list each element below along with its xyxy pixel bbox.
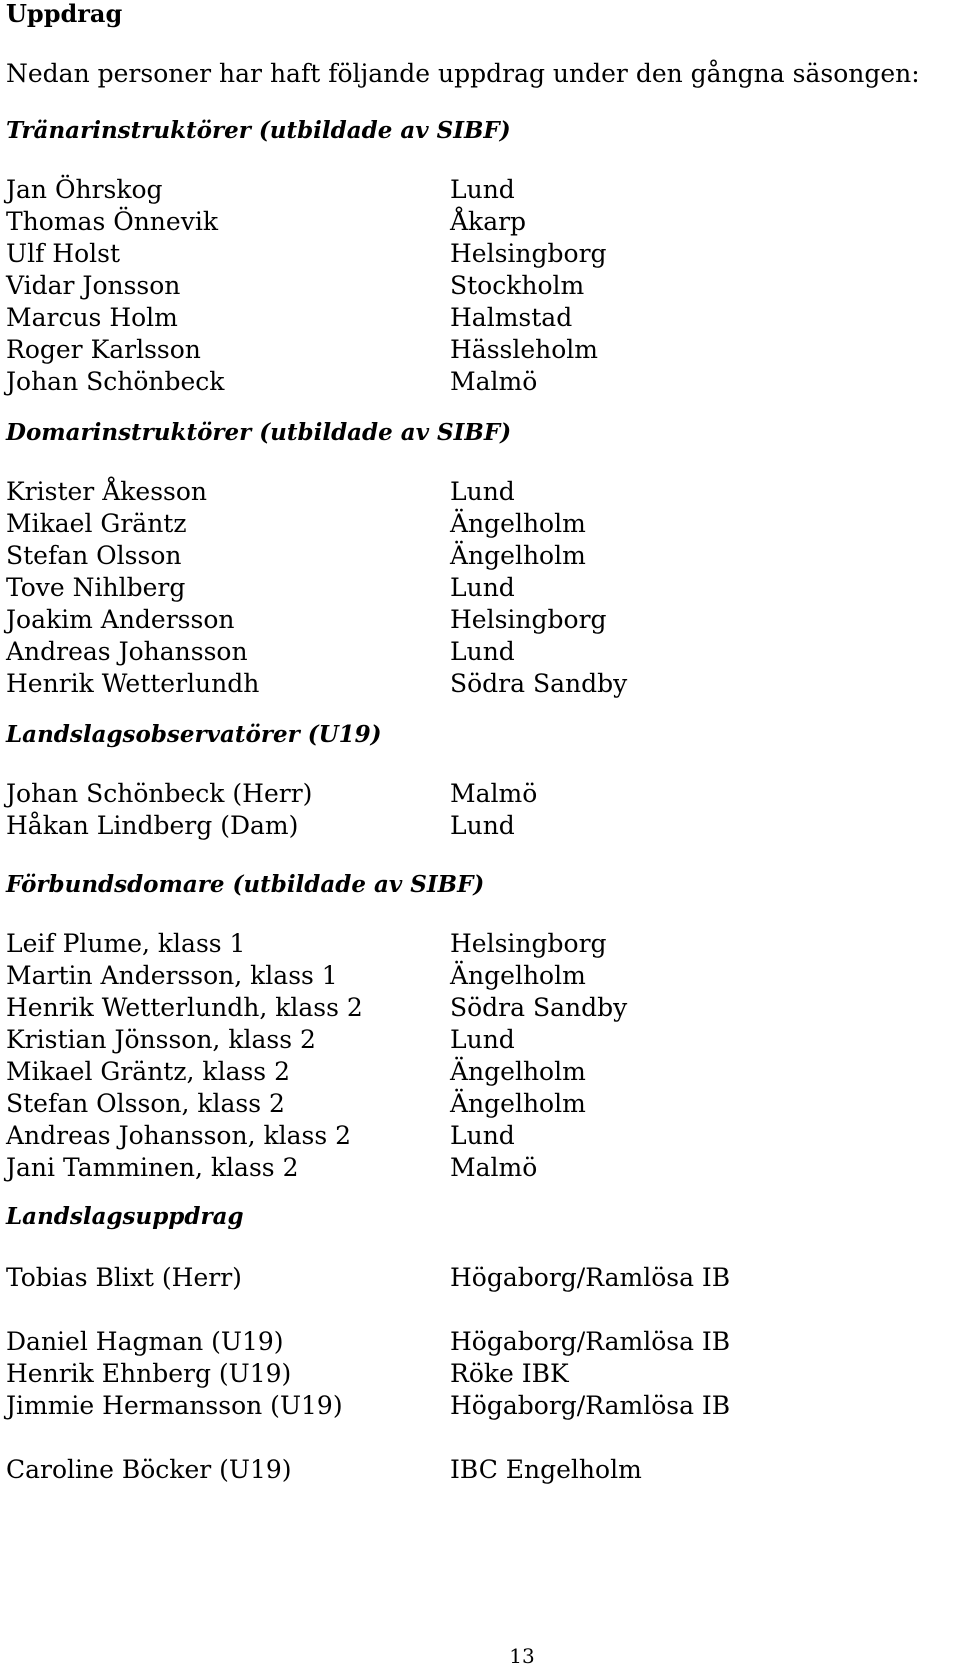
person-place: Lund (450, 1121, 515, 1150)
person-name: Johan Schönbeck (Herr) (6, 779, 313, 808)
person-name: Ulf Holst (6, 239, 120, 268)
referee-instructors-list (6, 476, 946, 700)
national-team-observers-list (6, 778, 946, 842)
person-name: Tobias Blixt (Herr) (6, 1263, 242, 1292)
person-name: Mikael Gräntz, klass 2 (6, 1057, 290, 1086)
person-name: Henrik Wetterlundh (6, 669, 260, 698)
intro-text: Nedan personer har haft följande uppdrag under den gångna säsongen: (6, 59, 920, 88)
person-place: Malmö (450, 779, 538, 808)
list-item (6, 960, 946, 992)
list-item (6, 1152, 946, 1184)
person-name: Roger Karlsson (6, 335, 201, 364)
person-name: Stefan Olsson, klass 2 (6, 1089, 285, 1118)
person-name: Jani Tamminen, klass 2 (6, 1153, 299, 1182)
person-name: Joakim Andersson (6, 605, 235, 634)
person-name: Caroline Böcker (U19) (6, 1455, 292, 1484)
person-club: IBC Engelholm (450, 1455, 642, 1484)
list-item (6, 992, 946, 1024)
list-item (6, 238, 946, 270)
person-club: Högaborg/Ramlösa IB (450, 1327, 731, 1356)
person-place: Helsingborg (450, 929, 607, 958)
list-item (6, 668, 946, 700)
person-place: Halmstad (450, 303, 573, 332)
person-place: Södra Sandby (450, 669, 628, 698)
page-title: Uppdrag (6, 0, 123, 28)
person-name: Stefan Olsson (6, 541, 182, 570)
person-club: Högaborg/Ramlösa IB (450, 1391, 731, 1420)
person-place: Ängelholm (450, 509, 586, 538)
list-item (6, 476, 946, 508)
list-item (6, 1358, 946, 1390)
section-heading-national-team-observers: Landslagsobservatörer (U19) (6, 721, 382, 748)
list-item (6, 174, 946, 206)
person-name: Krister Åkesson (6, 477, 208, 506)
list-item (6, 604, 946, 636)
section-heading-federation-referees: Förbundsdomare (utbildade av SIBF) (6, 871, 485, 898)
person-place: Lund (450, 637, 515, 666)
list-item (6, 1326, 946, 1358)
person-place: Stockholm (450, 271, 585, 300)
person-name: Andreas Johansson (6, 637, 248, 666)
person-name: Vidar Jonsson (6, 271, 181, 300)
person-name: Jan Öhrskog (6, 175, 163, 204)
person-club: Röke IBK (450, 1359, 569, 1388)
person-name: Henrik Ehnberg (U19) (6, 1359, 292, 1388)
person-name: Kristian Jönsson, klass 2 (6, 1025, 316, 1054)
person-name: Henrik Wetterlundh, klass 2 (6, 993, 363, 1022)
list-item (6, 366, 946, 398)
section-heading-trainer-instructors: Tränarinstruktörer (utbildade av SIBF) (6, 117, 511, 144)
list-item (6, 1024, 946, 1056)
list-item (6, 302, 946, 334)
list-item (6, 206, 946, 238)
person-name: Johan Schönbeck (6, 367, 225, 396)
list-item (6, 1088, 946, 1120)
person-place: Ängelholm (450, 1089, 586, 1118)
person-place: Lund (450, 573, 515, 602)
person-name: Marcus Holm (6, 303, 178, 332)
person-place: Malmö (450, 367, 538, 396)
person-place: Åkarp (450, 207, 527, 236)
person-name: Daniel Hagman (U19) (6, 1327, 284, 1356)
list-item (6, 572, 946, 604)
person-place: Lund (450, 477, 515, 506)
person-place: Helsingborg (450, 605, 607, 634)
person-place: Helsingborg (450, 239, 607, 268)
list-item (6, 1120, 946, 1152)
person-place: Hässleholm (450, 335, 599, 364)
person-name: Thomas Önnevik (6, 207, 218, 236)
list-item (6, 1056, 946, 1088)
trainer-instructors-list (6, 174, 946, 398)
person-name: Leif Plume, klass 1 (6, 929, 246, 958)
list-item (6, 334, 946, 366)
list-item (6, 540, 946, 572)
person-place: Ängelholm (450, 541, 586, 570)
person-place: Lund (450, 811, 515, 840)
person-name: Martin Andersson, klass 1 (6, 961, 338, 990)
person-place: Södra Sandby (450, 993, 628, 1022)
list-item (6, 508, 946, 540)
person-place: Lund (450, 1025, 515, 1054)
person-place: Lund (450, 175, 515, 204)
list-item (6, 1262, 946, 1294)
national-team-assignments-list (6, 1262, 946, 1486)
page-number: 13 (509, 1644, 535, 1668)
list-item (6, 1454, 946, 1486)
list-item (6, 636, 946, 668)
list-item (6, 810, 946, 842)
list-item (6, 1390, 946, 1422)
person-name: Jimmie Hermansson (U19) (6, 1391, 343, 1420)
person-name: Håkan Lindberg (Dam) (6, 811, 299, 840)
person-place: Ängelholm (450, 1057, 586, 1086)
person-place: Ängelholm (450, 961, 586, 990)
person-name: Andreas Johansson, klass 2 (6, 1121, 352, 1150)
list-item (6, 778, 946, 810)
list-item (6, 270, 946, 302)
person-name: Tove Nihlberg (6, 573, 186, 602)
federation-referees-list (6, 928, 946, 1184)
person-club: Högaborg/Ramlösa IB (450, 1263, 731, 1292)
section-heading-referee-instructors: Domarinstruktörer (utbildade av SIBF) (6, 419, 512, 446)
list-item (6, 928, 946, 960)
person-name: Mikael Gräntz (6, 509, 187, 538)
section-heading-national-team-assignments: Landslagsuppdrag (6, 1203, 244, 1230)
person-place: Malmö (450, 1153, 538, 1182)
